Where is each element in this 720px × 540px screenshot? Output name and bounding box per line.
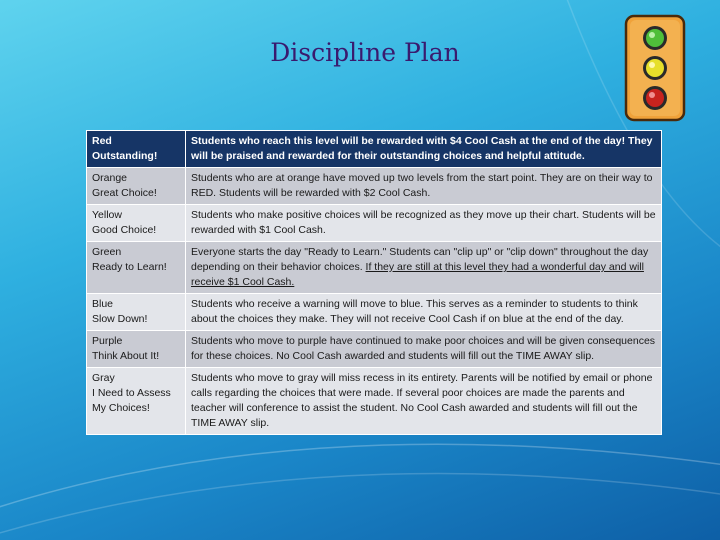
description-cell: Students who move to purple have continued to make poor choices and will be given consequences for these choices. No Cool Cash awarded and students will fill out the TIME AWAY slip. <box>186 331 662 368</box>
level-cell <box>87 205 186 242</box>
description-cell: Students who make positive choices will be recognized as they move up their chart. Students will be rewarded with $1 Cool Cash. <box>186 205 662 242</box>
level-name: I Need to Assess My Choices! <box>92 387 171 414</box>
level-cell <box>87 331 186 368</box>
level-name: Think About It! <box>92 350 160 362</box>
level-color: Gray <box>92 372 115 384</box>
description-cell: Students who receive a warning will move to blue. This serves as a reminder to students to think about the choices they make. They will not receive Cool Cash if on blue at the end of the day. <box>186 294 662 331</box>
table-row <box>87 368 662 435</box>
level-color: Orange <box>92 172 128 184</box>
description-cell: Students who reach this level will be rewarded with $4 Cool Cash at the end of the day! They will be praised and rewarded for their outstanding choices and helpful attitude. <box>186 131 662 168</box>
slide-title: Discipline Plan <box>270 38 460 67</box>
level-cell <box>87 168 186 205</box>
table-row <box>87 131 662 168</box>
level-color: Red <box>92 135 112 147</box>
level-name: Slow Down! <box>92 313 148 325</box>
description-underlined-text: If they are still at this level they had a wonderful day and will receive $1 Cool Cash. <box>191 261 644 288</box>
level-name: Good Choice! <box>92 224 157 236</box>
table-row <box>87 168 662 205</box>
level-cell <box>87 131 186 168</box>
level-name: Great Choice! <box>92 187 157 199</box>
level-color: Yellow <box>92 209 122 221</box>
level-color: Green <box>92 246 122 258</box>
description-cell: Students who are at orange have moved up two levels from the start point. They are on their way to RED. Students will be rewarded with $2 Cool Cash. <box>186 168 662 205</box>
description-text: Everyone starts the day "Ready to Learn." Students can "clip up" or "clip down" throughout the day depending on their behavior choices. <box>191 246 649 273</box>
table-row <box>87 205 662 242</box>
description-cell: Students who move to gray will miss recess in its entirety. Parents will be notified by email or phone calls regarding the choices that were made. If several poor choices are made the parents and teacher will conference to assist the student. No Cool Cash awarded and students will fill out the TIME AWAY slip. <box>186 368 662 435</box>
level-cell <box>87 242 186 294</box>
table-row <box>87 294 662 331</box>
description-cell <box>186 242 662 294</box>
level-name: Ready to Learn! <box>92 261 167 273</box>
level-color: Purple <box>92 335 123 347</box>
level-name: Outstanding! <box>92 150 158 162</box>
level-cell <box>87 368 186 435</box>
table-row <box>87 331 662 368</box>
discipline-table <box>86 130 662 435</box>
table-row <box>87 242 662 294</box>
level-color: Blue <box>92 298 114 310</box>
traffic-light-icon <box>624 14 686 122</box>
level-cell <box>87 294 186 331</box>
